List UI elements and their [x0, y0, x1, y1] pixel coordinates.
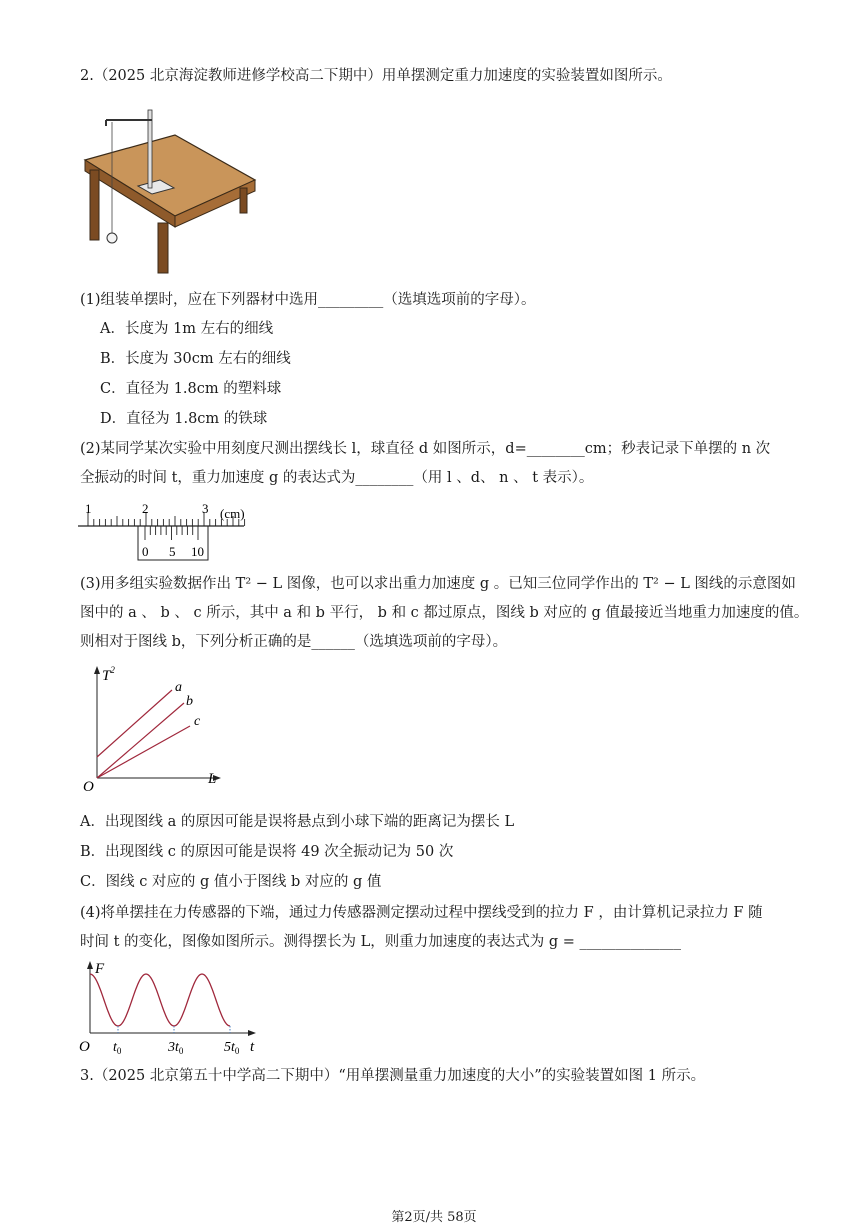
caliper-unit-label: (cm): [220, 506, 245, 521]
f-axis-label: F: [95, 961, 105, 977]
tick-t0: $t_0$: [113, 1040, 122, 1056]
page-footer: 第2页/共 58页: [391, 1210, 477, 1225]
t-squared-vs-l-graph: [80, 660, 230, 795]
y-axis-label: $T^2$: [102, 665, 115, 684]
part-3-question-line-3: 则相对于图线 b，下列分析正确的是______（选填选项前的字母）。: [80, 634, 508, 650]
t-axis-label: t: [250, 1039, 255, 1055]
part-3-question-line-1: (3)用多组实验数据作出 T² − L 图像，也可以求出重力加速度 g 。已知三位同学作出的 T² − L 图线的示意图如: [80, 576, 796, 592]
tick-5t0: $5t_0$: [224, 1040, 240, 1056]
option-d: D．直径为 1.8cm 的铁球: [100, 411, 268, 427]
main-scale-label-3: 3: [202, 501, 209, 516]
line-c: [97, 726, 190, 778]
option-a: A．长度为 1m 左右的细线: [100, 321, 274, 337]
option-c: C．直径为 1.8cm 的塑料球: [100, 381, 282, 397]
line-c-label: c: [194, 714, 201, 729]
part-2-question-line-2: 全振动的时间 t，重力加速度 g 的表达式为________（用 l 、d、 n 、 t 表示）。: [80, 470, 594, 486]
question-3-title: 3.（2025 北京第五十中学高二下期中）“用单摆测量重力加速度的大小”的实验装置如图 1 所示。: [80, 1068, 706, 1084]
part-3-question-line-2: 图中的 a 、 b 、 c 所示，其中 a 和 b 平行， b 和 c 都过原点，图线 b 对应的 g 值最接近当地重力加速度的值。: [80, 605, 809, 621]
vernier-label-0: 0: [142, 544, 149, 559]
main-scale-label-2: 2: [142, 501, 149, 516]
force-curve: [90, 974, 230, 1026]
origin-label: O: [83, 779, 94, 795]
force-vs-time-graph: [78, 955, 263, 1060]
pendulum-apparatus-figure: [80, 108, 260, 276]
main-scale-label-1: 1: [85, 501, 92, 516]
part-4-question-line-2: 时间 t 的变化，图像如图所示。测得摆长为 L，则重力加速度的表达式为 g = ______________: [80, 934, 682, 950]
part-3-option-a: A．出现图线 a 的原因可能是误将悬点到小球下端的距离记为摆长 L: [80, 814, 515, 830]
vernier-label-10: 10: [191, 544, 204, 559]
line-a-label: a: [175, 680, 182, 695]
tick-3t0: $3t_0$: [168, 1040, 184, 1056]
part-1-question: (1)组装单摆时，应在下列器材中选用_________（选填选项前的字母）。: [80, 292, 536, 308]
part-3-option-c: C．图线 c 对应的 g 值小于图线 b 对应的 g 值: [80, 874, 382, 890]
option-b: B．长度为 30cm 左右的细线: [100, 351, 291, 367]
vernier-caliper-figure: [78, 498, 263, 564]
line-b-label: b: [186, 694, 193, 709]
vernier-label-5: 5: [169, 544, 176, 559]
origin-label-2: O: [79, 1039, 90, 1055]
part-4-question-line-1: (4)将单摆挂在力传感器的下端，通过力传感器测定摆动过程中摆线受到的拉力 F ，由计算机记录拉力 F 随: [80, 905, 763, 921]
x-axis-label: L: [208, 771, 217, 787]
question-2-title: 2.（2025 北京海淀教师进修学校高二下期中）用单摆测定重力加速度的实验装置如图所示。: [80, 68, 672, 84]
part-3-option-b: B．出现图线 c 的原因可能是误将 49 次全振动记为 50 次: [80, 844, 454, 860]
line-b: [97, 703, 184, 778]
part-2-question-line-1: (2)某同学某次实验中用刻度尺测出摆线长 l，球直径 d 如图所示，d=________cm；秒表记录下单摆的 n 次: [80, 441, 771, 457]
